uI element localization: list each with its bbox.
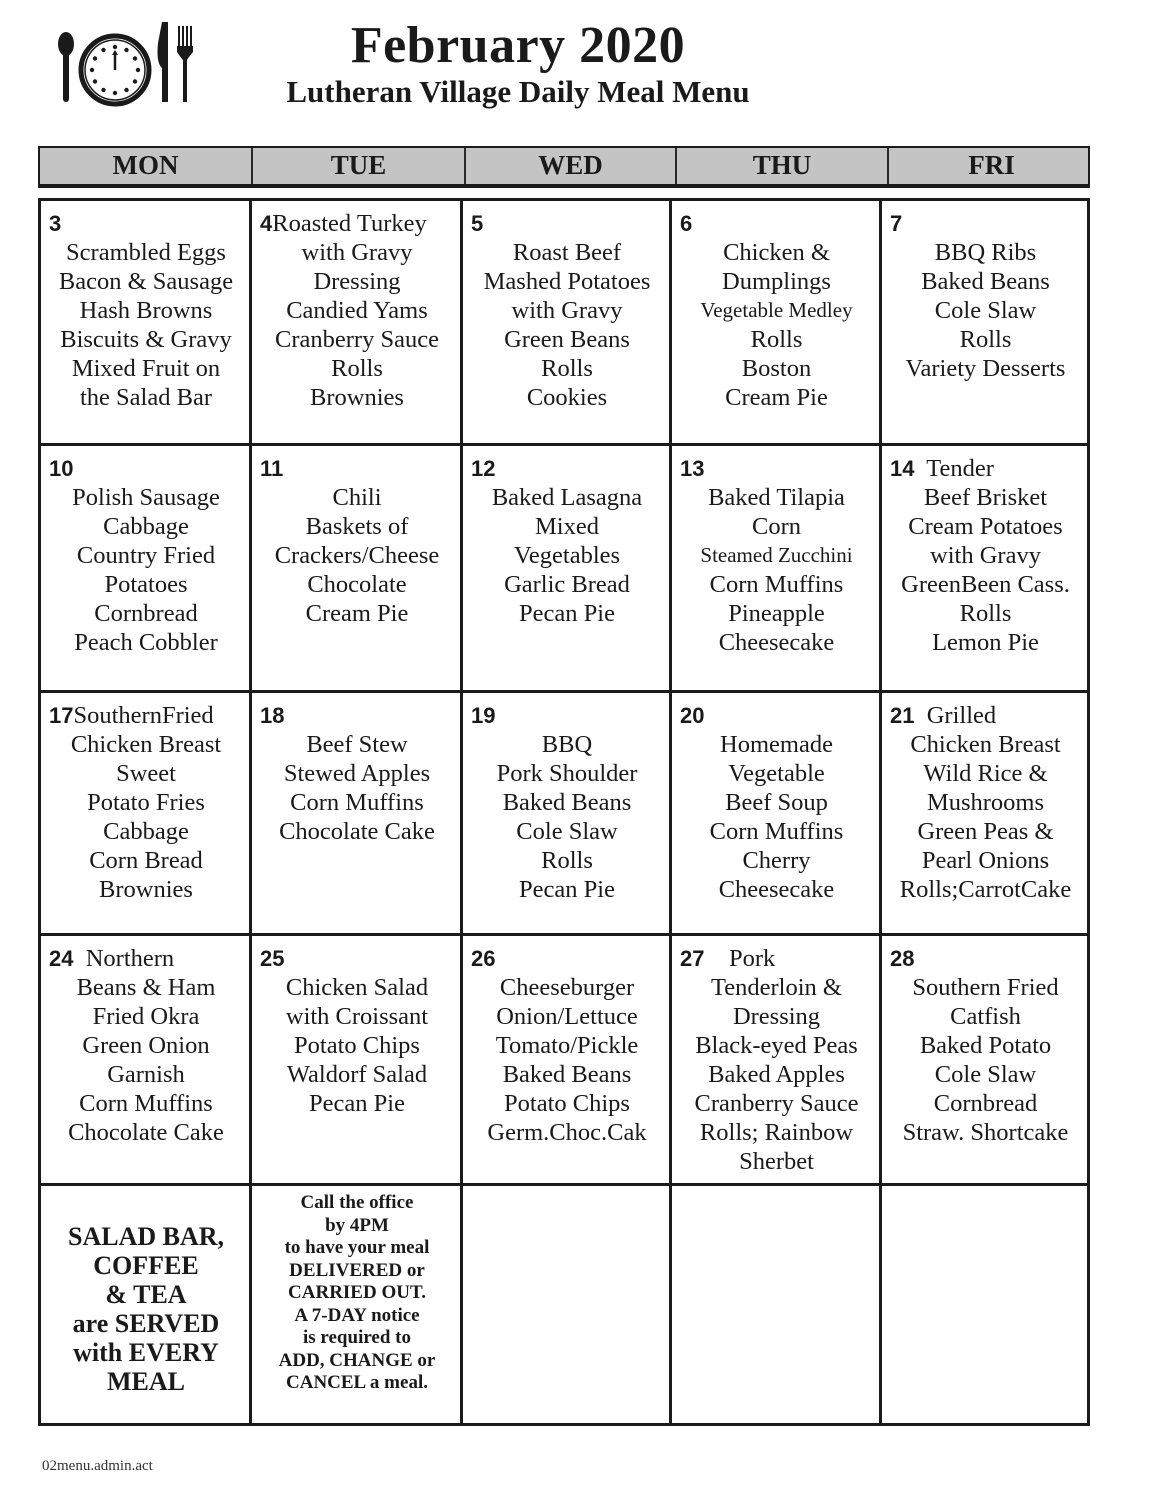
menu-item: Cherry: [742, 847, 811, 874]
day-number: 28: [890, 946, 915, 971]
menu-item: Rolls: [959, 600, 1012, 627]
day-header-line: [471, 209, 663, 238]
menu-item: Country Fried: [76, 542, 216, 569]
menu-item: Candied Yams: [286, 297, 428, 324]
weekday-wed: WED: [466, 148, 677, 184]
clock-with-utensils-logo-icon: [50, 18, 200, 108]
day-cell: [463, 446, 672, 693]
menu-item: Rolls: [541, 355, 593, 382]
menu-item: Cheesecake: [718, 629, 835, 656]
menu-item: Green Peas &: [917, 818, 1054, 845]
note-line: A 7-DAY notice: [294, 1304, 420, 1326]
menu-item: Scrambled Eggs: [66, 239, 226, 266]
menu-item: Peach Cobbler: [74, 629, 218, 656]
day-cell: [672, 936, 882, 1186]
day-cell: [41, 936, 252, 1186]
menu-items-list: [49, 238, 243, 412]
menu-item: Dumplings: [722, 268, 831, 295]
menu-item: Cheesecake: [718, 876, 835, 903]
day-header-line: [471, 701, 663, 730]
delivery-instructions-note: [252, 1186, 463, 1423]
menu-item: Steamed Zucchini: [700, 543, 853, 567]
menu-item: Cole Slaw: [934, 1061, 1037, 1088]
menu-item: Beef Soup: [725, 789, 828, 816]
menu-item: Germ.Choc.Cak: [487, 1119, 647, 1146]
day-header-line: [680, 944, 873, 973]
menu-items-list: [680, 238, 873, 412]
menu-item: Corn Bread: [89, 847, 203, 874]
menu-item: Dressing: [732, 1003, 821, 1030]
menu-item: Rolls: [959, 326, 1012, 353]
menu-item: Rolls: [541, 847, 593, 874]
menu-item: Cole Slaw: [516, 818, 618, 845]
menu-item: Lemon Pie: [932, 629, 1039, 656]
menu-item: Cabbage: [103, 513, 189, 540]
menu-item: Dressing: [313, 268, 401, 295]
salad-bar-note: [41, 1186, 252, 1423]
menu-item: Black-eyed Peas: [695, 1032, 858, 1059]
menu-item: Chicken Salad: [285, 974, 429, 1001]
menu-items-list: [471, 238, 663, 412]
day-number: 4: [260, 211, 273, 236]
menu-item: with Gravy: [930, 542, 1041, 569]
day-number: 5: [471, 211, 484, 236]
menu-item: Cranberry Sauce: [694, 1090, 859, 1117]
day-cell: [463, 936, 672, 1186]
menu-item: Green Onion: [82, 1032, 210, 1059]
menu-item: Cranberry Sauce: [275, 326, 439, 353]
menu-item: Onion/Lettuce: [496, 1003, 638, 1030]
weekday-thu: THU: [677, 148, 889, 184]
day-header-line: [260, 701, 454, 730]
note-line: SALAD BAR,: [67, 1222, 225, 1251]
menu-item: Chocolate Cake: [68, 1119, 224, 1146]
day-cell: [252, 693, 463, 936]
menu-item: Pecan Pie: [309, 1090, 405, 1117]
menu-item: Cornbread: [933, 1090, 1038, 1117]
day-cell: [252, 201, 463, 446]
menu-items-list: [260, 483, 454, 628]
note-line: DELIVERED or: [289, 1259, 425, 1281]
menu-items-list: [260, 973, 454, 1118]
weekday-fri: FRI: [968, 150, 1015, 180]
note-line: with EVERY: [73, 1338, 219, 1367]
menu-item: Sweet: [116, 760, 176, 787]
menu-items-list: [260, 730, 454, 846]
menu-item: Corn Muffins: [79, 1090, 213, 1117]
menu-item: Chicken Breast: [910, 731, 1061, 758]
note-line: Call the office: [300, 1192, 414, 1213]
day-number: 21: [890, 703, 915, 728]
empty-cell: [672, 1186, 882, 1423]
menu-item: Brownies: [310, 384, 404, 411]
menu-item: Garnish: [107, 1061, 185, 1088]
menu-item: Mixed Fruit on: [71, 355, 221, 382]
day-cell: [252, 446, 463, 693]
note-line: are SERVED: [72, 1309, 220, 1338]
day-header-line: [890, 944, 1081, 973]
day-cell: [463, 693, 672, 936]
day-cell: [672, 446, 882, 693]
menu-items-list: [471, 730, 663, 904]
menu-item: Baked Beans: [502, 789, 632, 816]
menu-item: Chili: [332, 484, 382, 511]
day-header-line: [680, 454, 873, 483]
menu-item: Sherbet: [739, 1148, 814, 1175]
day-number: 3: [49, 211, 62, 236]
meal-calendar-grid: [38, 198, 1090, 1426]
menu-item: Vegetable Medley: [700, 298, 853, 322]
day-header-line: [260, 454, 454, 483]
menu-item: Boston: [741, 355, 812, 382]
menu-items-list: [680, 730, 873, 904]
menu-item: Potato Fries: [87, 789, 205, 816]
day-cell: [672, 201, 882, 446]
day-header-line: [471, 454, 663, 483]
menu-item: Mushrooms: [926, 789, 1045, 816]
menu-item: Pineapple: [728, 600, 825, 627]
menu-item: Fried Okra: [92, 1003, 200, 1030]
day-number: 13: [680, 456, 705, 481]
day-number: 6: [680, 211, 693, 236]
day-number: 19: [471, 703, 496, 728]
menu-item: Rolls: [750, 326, 803, 353]
menu-item: Polish Sausage: [72, 484, 220, 511]
day-cell: [882, 936, 1087, 1186]
note-line: is required to: [302, 1327, 412, 1348]
day-header-line: [890, 209, 1081, 238]
day-header-line: [49, 944, 243, 973]
menu-item: Baked Tilapia: [708, 484, 845, 511]
menu-item: Beans & Ham: [76, 974, 216, 1001]
menu-item: Cream Pie: [305, 600, 409, 627]
menu-items-list: [890, 483, 1081, 657]
menu-items-list: [680, 973, 873, 1176]
day-cell: [252, 936, 463, 1186]
menu-item: the Salad Bar: [80, 384, 212, 411]
page-title: February 2020: [350, 17, 686, 74]
menu-item: BBQ Ribs: [934, 239, 1037, 266]
menu-item: Mixed: [535, 513, 599, 540]
menu-item: Potatoes: [104, 571, 188, 598]
day-header-line: [49, 701, 243, 730]
menu-items-list: [471, 483, 663, 628]
menu-item: GreenBeen Cass.: [901, 571, 1070, 598]
menu-item: Stewed Apples: [283, 760, 431, 787]
page-subtitle: Lutheran Village Daily Meal Menu: [286, 74, 750, 109]
menu-item: Southern Fried: [912, 974, 1059, 1001]
menu-item: Vegetable: [728, 760, 825, 787]
menu-item: Roast Beef: [512, 239, 622, 266]
menu-item: Tomato/Pickle: [495, 1032, 639, 1059]
menu-item: Corn Muffins: [709, 571, 844, 598]
menu-item: Pecan Pie: [519, 600, 615, 627]
day-number: 12: [471, 456, 496, 481]
note-line: to have your meal: [284, 1237, 430, 1258]
day-number: 10: [49, 456, 74, 481]
menu-item: Baked Apples: [708, 1061, 845, 1088]
weekday-mon: MON: [40, 148, 253, 184]
day-cell: [41, 201, 252, 446]
menu-item: Mashed Potatoes: [483, 268, 651, 295]
footer-file-label: 02menu.admin.act: [42, 1458, 153, 1474]
note-line: & TEA: [105, 1280, 187, 1309]
day-header-line: [890, 701, 1081, 730]
menu-title-block: [238, 17, 798, 110]
menu-item: Vegetables: [513, 542, 621, 569]
menu-items-list: [890, 730, 1081, 904]
menu-item: Brownies: [99, 876, 193, 903]
menu-item: Rolls;CarrotCake: [899, 876, 1072, 903]
menu-item: Baked Beans: [921, 268, 1050, 295]
weekday-header-bar: [38, 146, 1090, 188]
day-cell: [882, 693, 1087, 936]
menu-item: Homemade: [720, 731, 833, 758]
note-line: MEAL: [107, 1367, 185, 1396]
note-line: COFFEE: [93, 1251, 199, 1280]
menu-item: Crackers/Cheese: [274, 542, 440, 569]
menu-item: Baked Potato: [919, 1032, 1052, 1059]
menu-item: with Croissant: [285, 1003, 429, 1030]
menu-items-list: [680, 483, 873, 657]
weekday-tue: TUE: [253, 148, 466, 184]
note-line: CARRIED OUT.: [288, 1282, 426, 1303]
menu-item: Corn Muffins: [709, 818, 844, 845]
day-number: 20: [680, 703, 705, 728]
menu-item-first: Tender: [914, 455, 994, 482]
menu-item: Chocolate: [307, 571, 407, 598]
menu-item: Variety Desserts: [905, 355, 1066, 382]
menu-items-list: [890, 973, 1081, 1147]
menu-item-first: Roasted Turkey: [272, 210, 427, 237]
menu-item: Chocolate Cake: [279, 818, 435, 845]
day-header-line: [260, 209, 454, 238]
menu-item: Baskets of: [305, 513, 409, 540]
empty-cell: [463, 1186, 672, 1423]
menu-item-first: Pork: [704, 945, 776, 972]
day-number: 25: [260, 946, 285, 971]
menu-item: Potato Chips: [294, 1032, 420, 1059]
day-header-line: [680, 209, 873, 238]
menu-item: Cheeseburger: [499, 974, 635, 1001]
note-line: ADD, CHANGE or: [278, 1349, 436, 1371]
menu-item: Cole Slaw: [934, 297, 1037, 324]
menu-items-list: [260, 238, 454, 412]
menu-items-list: [49, 730, 243, 904]
day-number: 18: [260, 703, 285, 728]
menu-item: Cornbread: [94, 600, 198, 627]
menu-item: Pearl Onions: [921, 847, 1050, 874]
menu-item: Corn Muffins: [290, 789, 424, 816]
day-header-line: [890, 454, 1081, 483]
menu-item: BBQ: [541, 731, 593, 758]
menu-item: Bacon & Sausage: [58, 268, 234, 295]
day-number: 27: [680, 946, 705, 971]
menu-item: Baked Beans: [502, 1061, 632, 1088]
menu-items-list: [890, 238, 1081, 383]
menu-item: Rolls: [331, 355, 383, 382]
menu-item: with Gravy: [301, 239, 413, 266]
note-line: CANCEL a meal.: [286, 1372, 428, 1393]
day-cell: [882, 446, 1087, 693]
menu-item: Green Beans: [504, 326, 630, 353]
menu-item: Wild Rice &: [923, 760, 1048, 787]
menu-item: Potato Chips: [504, 1090, 630, 1117]
day-header-line: [260, 944, 454, 973]
menu-item: Biscuits & Gravy: [60, 326, 232, 353]
day-cell: [882, 201, 1087, 446]
day-number: 7: [890, 211, 903, 236]
day-number: 14: [890, 456, 915, 481]
menu-item: Chicken Breast: [70, 731, 222, 758]
menu-item: Cabbage: [103, 818, 189, 845]
menu-item-first: Grilled: [914, 702, 997, 729]
menu-item: Catfish: [950, 1003, 1021, 1030]
day-cell: [41, 446, 252, 693]
menu-item: Cream Potatoes: [908, 513, 1063, 540]
menu-item: Rolls; Rainbow: [699, 1119, 854, 1146]
menu-item: Beef Brisket: [923, 484, 1048, 511]
menu-item: Hash Browns: [79, 297, 213, 324]
menu-item-first: SouthernFried: [73, 702, 214, 729]
day-header-line: [49, 454, 243, 483]
day-cell: [463, 201, 672, 446]
menu-items-list: [471, 973, 663, 1147]
menu-item: Chicken &: [723, 239, 830, 266]
day-cell: [41, 693, 252, 936]
menu-item: Tenderloin &: [711, 974, 842, 1001]
menu-item-first: Northern: [73, 945, 175, 972]
menu-item: Cookies: [526, 384, 608, 411]
day-cell: [672, 693, 882, 936]
day-header-line: [680, 701, 873, 730]
menu-item: Corn: [752, 513, 801, 540]
menu-item: Straw. Shortcake: [902, 1119, 1069, 1146]
day-number: 11: [260, 456, 284, 481]
menu-item: with Gravy: [511, 297, 623, 324]
menu-item: Pork Shoulder: [496, 760, 638, 787]
note-line: by 4PM: [325, 1214, 389, 1236]
menu-items-list: [49, 483, 243, 657]
menu-item: Garlic Bread: [504, 571, 630, 598]
day-header-line: [49, 209, 243, 238]
empty-cell: [882, 1186, 1087, 1423]
menu-item: Pecan Pie: [519, 876, 615, 903]
menu-item: Baked Lasagna: [491, 484, 643, 511]
day-number: 24: [49, 946, 74, 971]
menu-item: Waldorf Salad: [286, 1061, 428, 1088]
menu-item: Cream Pie: [725, 384, 828, 411]
menu-item: Beef Stew: [306, 731, 408, 758]
day-header-line: [471, 944, 663, 973]
day-number: 26: [471, 946, 496, 971]
menu-items-list: [49, 973, 243, 1147]
day-number: 17: [49, 703, 74, 728]
